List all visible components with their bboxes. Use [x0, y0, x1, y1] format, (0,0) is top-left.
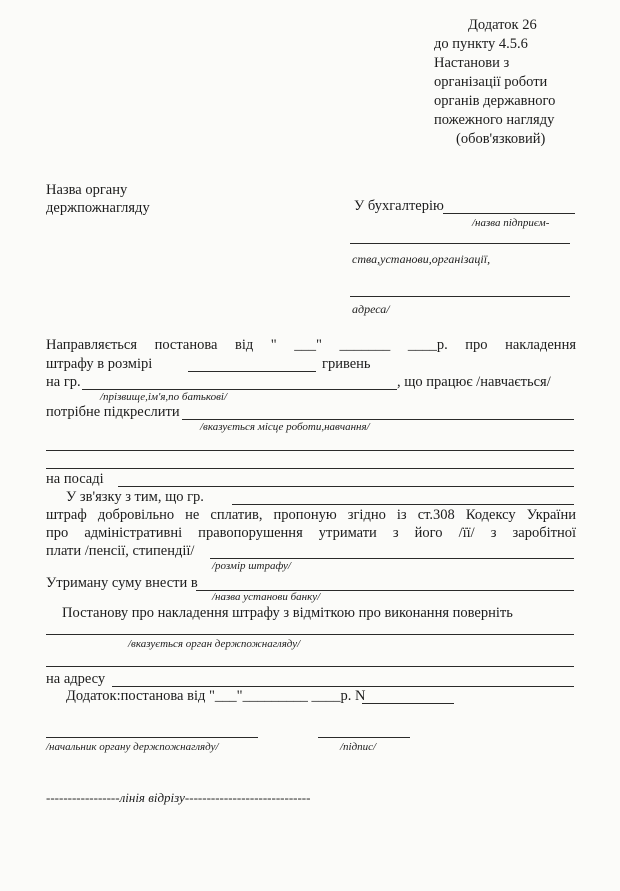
paragraph-2-line-3: про адміністративні правопорушення утримати з його /її/ з заробітної	[46, 525, 576, 541]
name-hint: /прізвище,ім'я,по батькові/	[100, 391, 228, 403]
annex-clause: до пункту 4.5.6	[434, 36, 528, 52]
organ-hint: /вказується орган держпожнагляду/	[128, 638, 301, 650]
workplace-field-2[interactable]	[46, 450, 574, 451]
salary-label: плати /пенсії, стипендії/	[46, 543, 195, 559]
position-field[interactable]	[118, 486, 574, 487]
return-instruction: Постанову про накладення штрафу з відміткою про виконання поверніть	[62, 605, 513, 621]
signature-field[interactable]	[318, 737, 410, 738]
attachment-line: Додаток:постанова від "___"_________ ____р. N	[66, 688, 366, 704]
attachment-number-field[interactable]	[362, 703, 454, 704]
workplace-field-3[interactable]	[46, 468, 574, 469]
enterprise-hint: /назва підприєм-	[472, 217, 550, 229]
fine-amount-label: штрафу в розмірі	[46, 356, 153, 372]
fine-amount-field[interactable]	[188, 371, 316, 372]
works-studies-label: , що працює /навчається/	[397, 374, 551, 390]
workplace-hint: /вказується місце роботи,навчання/	[200, 421, 370, 433]
annex-mandatory: (обов'язковий)	[456, 131, 546, 147]
organ-field-2[interactable]	[46, 666, 574, 667]
position-label: на посаді	[46, 471, 104, 487]
fine-size-hint: /розмір штрафу/	[212, 560, 291, 572]
address-field[interactable]	[112, 686, 574, 687]
citizen-name-field[interactable]	[82, 389, 397, 390]
address-label: на адресу	[46, 671, 106, 687]
accounting-field[interactable]	[443, 213, 575, 214]
organization-hint: ства,установи,організації,	[352, 252, 491, 266]
organ-field[interactable]	[46, 634, 574, 635]
citizen-reference: У зв'язку з тим, що гр.	[66, 489, 204, 505]
cut-line: -----------------лінія відрізу-----------------------------	[46, 790, 311, 805]
paragraph-1-line-1: Направляється постанова від " ___" _______ ____р. про накладення	[46, 337, 576, 353]
enterprise-field[interactable]	[350, 243, 570, 244]
citizen-label: на гр.	[46, 374, 81, 390]
currency-label: гривень	[322, 356, 371, 372]
fine-size-field[interactable]	[210, 558, 574, 559]
head-hint: /начальник органу держпожнагляду/	[46, 741, 219, 753]
deposit-label: Утриману суму внести в	[46, 575, 198, 591]
bank-hint: /назва установи банку/	[212, 591, 321, 603]
annex-guide-3: органів державного	[434, 93, 556, 109]
address-hint: адреса/	[352, 302, 390, 316]
head-signature-field[interactable]	[46, 737, 258, 738]
accounting-label: У бухгалтерію	[354, 198, 444, 214]
underline-note: потрібне підкреслити	[46, 404, 180, 420]
organ-name-label: Назва органу	[46, 182, 128, 198]
workplace-field[interactable]	[182, 419, 574, 420]
annex-guide-4: пожежного нагляду	[434, 112, 555, 128]
annex-guide: Настанови з	[434, 55, 510, 71]
signature-hint: /підпис/	[340, 741, 377, 753]
paragraph-2-line-2: штраф добровільно не сплатив, пропоную згідно із ст.308 Кодексу України	[46, 507, 576, 523]
citizen-reference-field[interactable]	[232, 504, 574, 505]
annex-guide-2: організації роботи	[434, 74, 548, 90]
address-field-top[interactable]	[350, 296, 570, 297]
annex-header	[434, 16, 594, 149]
organ-name-label-2: держпожнагляду	[46, 200, 150, 216]
annex-number: Додаток 26	[468, 17, 537, 33]
